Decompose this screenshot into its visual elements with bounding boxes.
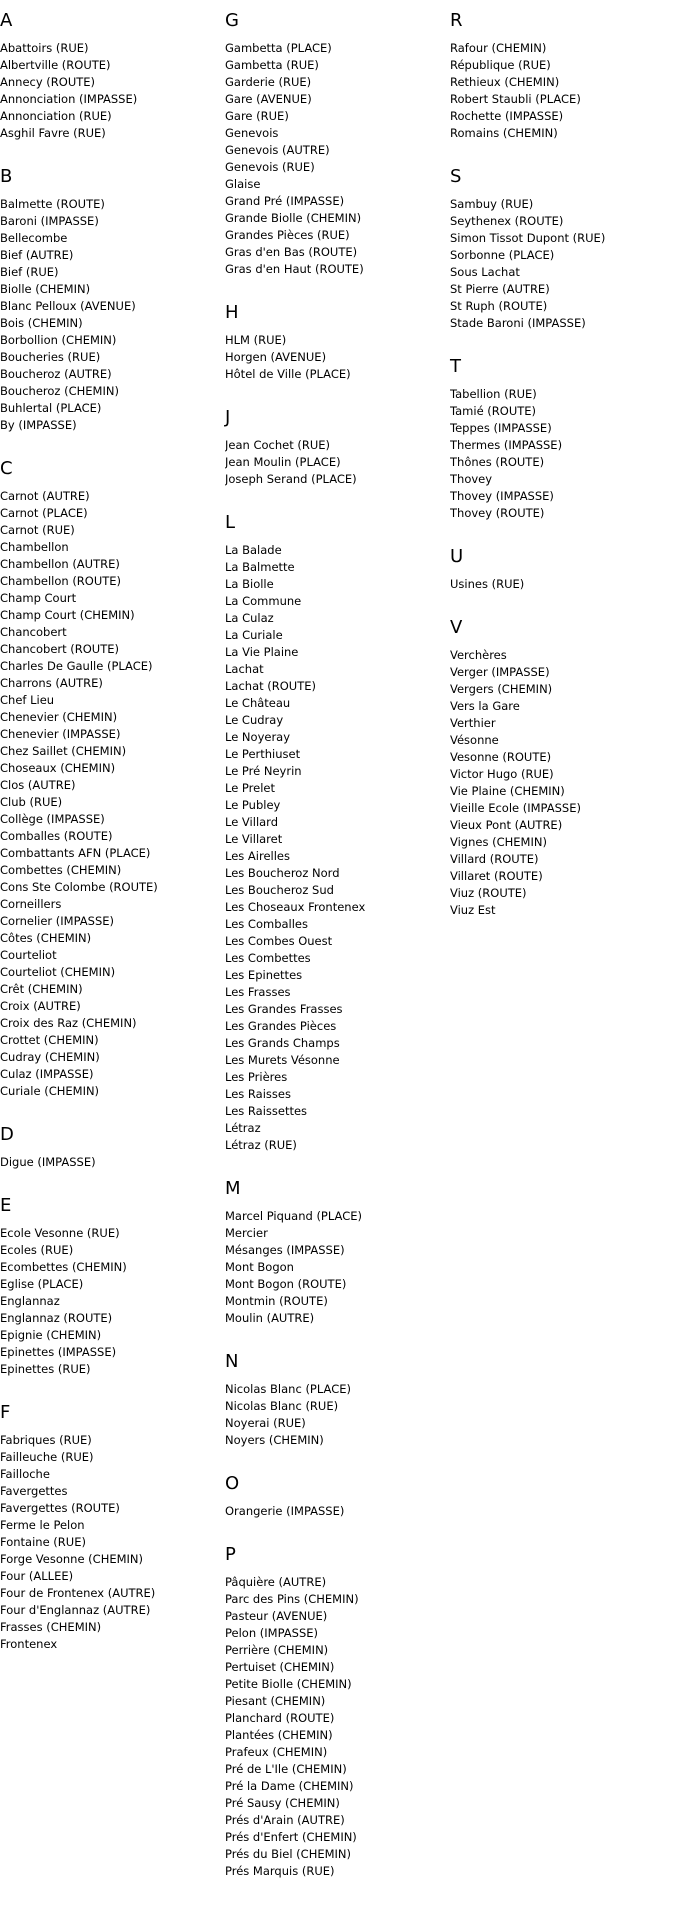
- street-name: Les Airelles: [225, 849, 290, 863]
- section-letter-heading: C: [0, 458, 13, 479]
- street-name: Létraz (RUE): [225, 1138, 297, 1152]
- street-name: Villaret (ROUTE): [450, 869, 543, 883]
- street-name: Létraz: [225, 1121, 261, 1135]
- street-name: Ecombettes (CHEMIN): [0, 1260, 127, 1274]
- street-name: Choseaux (CHEMIN): [0, 761, 116, 775]
- street-name: Thovey: [450, 472, 493, 486]
- section-letter-heading: J: [225, 407, 231, 428]
- street-name: Viuz (ROUTE): [450, 886, 527, 900]
- street-name: Le Publey: [225, 798, 281, 812]
- street-name: Horgen (AVENUE): [225, 350, 327, 364]
- street-name: Blanc Pelloux (AVENUE): [0, 299, 136, 313]
- street-name: Les Boucheroz Sud: [225, 883, 334, 897]
- street-name: Boucheries (RUE): [0, 350, 101, 364]
- street-name: Chambellon: [0, 540, 69, 554]
- street-name: Ecole Vesonne (RUE): [0, 1226, 120, 1240]
- street-name: Bois (CHEMIN): [0, 316, 83, 330]
- street-list: [450, 196, 675, 332]
- street-name: By (IMPASSE): [0, 418, 77, 432]
- street-list: [450, 576, 675, 593]
- street-list: [0, 196, 225, 434]
- street-list: [450, 386, 675, 522]
- street-name: Frasses (CHEMIN): [0, 1620, 102, 1634]
- street-name: Les Grands Champs: [225, 1036, 340, 1050]
- street-name: Tabellion (RUE): [450, 387, 537, 401]
- street-name: Vésonne: [450, 733, 499, 747]
- letter-section: [450, 356, 675, 522]
- street-name: Lachat: [225, 662, 264, 676]
- street-name: Croix des Raz (CHEMIN): [0, 1016, 137, 1030]
- index-column-2: [225, 10, 450, 1904]
- street-name: Les Frasses: [225, 985, 291, 999]
- street-name: Le Perthiuset: [225, 747, 301, 761]
- street-name: Gras d'en Bas (ROUTE): [225, 245, 358, 259]
- street-name: Vers la Gare: [450, 699, 520, 713]
- section-letter-heading: A: [0, 10, 13, 31]
- street-list: [225, 1208, 450, 1327]
- street-name: Prés d'Arain (AUTRE): [225, 1813, 345, 1827]
- street-name: Pâquière (AUTRE): [225, 1575, 327, 1589]
- street-name: Garderie (RUE): [225, 75, 312, 89]
- street-name: La Commune: [225, 594, 302, 608]
- street-name: Carnot (PLACE): [0, 506, 88, 520]
- street-name: Grande Biolle (CHEMIN): [225, 211, 362, 225]
- street-name: Le Pré Neyrin: [225, 764, 302, 778]
- street-name: Epignie (CHEMIN): [0, 1328, 102, 1342]
- street-name: La Vie Plaine: [225, 645, 299, 659]
- street-name: Planchard (ROUTE): [225, 1711, 335, 1725]
- letter-section: [0, 166, 225, 434]
- street-name: Les Comballes: [225, 917, 308, 931]
- street-name: Vie Plaine (CHEMIN): [450, 784, 565, 798]
- street-list: [450, 40, 675, 142]
- street-name: Favergettes (ROUTE): [0, 1501, 120, 1515]
- street-list: [0, 1154, 225, 1171]
- street-name: Chez Saillet (CHEMIN): [0, 744, 127, 758]
- street-name: Teppes (IMPASSE): [450, 421, 552, 435]
- street-name: Culaz (IMPASSE): [0, 1067, 94, 1081]
- street-name: Genevois (RUE): [225, 160, 315, 174]
- street-name: Gras d'en Haut (ROUTE): [225, 262, 364, 276]
- street-name: Failloche: [0, 1467, 50, 1481]
- street-name: Pertuiset (CHEMIN): [225, 1660, 335, 1674]
- street-list: [0, 488, 225, 1100]
- street-name: Les Choseaux Frontenex: [225, 900, 366, 914]
- street-name: Combettes (CHEMIN): [0, 863, 122, 877]
- street-name: La Balmette: [225, 560, 295, 574]
- street-name: Le Cudray: [225, 713, 284, 727]
- street-name: Club (RUE): [0, 795, 63, 809]
- index-column-1: [0, 10, 225, 1677]
- street-name: Piesant (CHEMIN): [225, 1694, 326, 1708]
- street-name: Chancobert: [0, 625, 67, 639]
- section-letter-heading: R: [450, 10, 463, 31]
- street-name: Englannaz: [0, 1294, 60, 1308]
- section-letter-heading: H: [225, 302, 239, 323]
- letter-section: [225, 407, 450, 488]
- street-name: La Curiale: [225, 628, 283, 642]
- letter-section: [0, 1195, 225, 1378]
- street-name: HLM (RUE): [225, 333, 287, 347]
- street-name: Verger (IMPASSE): [450, 665, 550, 679]
- street-name: Vergers (CHEMIN): [450, 682, 553, 696]
- street-name: Borbollion (CHEMIN): [0, 333, 117, 347]
- street-name: Villard (ROUTE): [450, 852, 539, 866]
- street-name: Cons Ste Colombe (ROUTE): [0, 880, 158, 894]
- street-name: Les Grandes Pièces: [225, 1019, 337, 1033]
- street-name: Côtes (CHEMIN): [0, 931, 92, 945]
- street-name: Biolle (CHEMIN): [0, 282, 91, 296]
- street-name: Epinettes (IMPASSE): [0, 1345, 117, 1359]
- street-name: Les Boucheroz Nord: [225, 866, 340, 880]
- street-name: La Biolle: [225, 577, 274, 591]
- street-name: Forge Vesonne (CHEMIN): [0, 1552, 144, 1566]
- street-name: Perrière (CHEMIN): [225, 1643, 329, 1657]
- street-name: Verthier: [450, 716, 496, 730]
- street-name: Les Epinettes: [225, 968, 303, 982]
- street-name: Chef Lieu: [0, 693, 55, 707]
- section-letter-heading: G: [225, 10, 239, 31]
- street-name: Robert Staubli (PLACE): [450, 92, 581, 106]
- street-name: Failleuche (RUE): [0, 1450, 94, 1464]
- street-name: Chenevier (IMPASSE): [0, 727, 121, 741]
- street-name: Bief (AUTRE): [0, 248, 74, 262]
- street-name: Four de Frontenex (AUTRE): [0, 1586, 156, 1600]
- street-name: Cornelier (IMPASSE): [0, 914, 115, 928]
- street-name: Mont Bogon: [225, 1260, 294, 1274]
- section-letter-heading: T: [450, 356, 461, 377]
- letter-section: [225, 512, 450, 1154]
- letter-section: [0, 10, 225, 142]
- street-name: Thovey (IMPASSE): [450, 489, 554, 503]
- section-letter-heading: V: [450, 617, 463, 638]
- street-name: Gare (AVENUE): [225, 92, 312, 106]
- street-name: Les Combettes: [225, 951, 311, 965]
- street-name: La Balade: [225, 543, 282, 557]
- street-list: [0, 1225, 225, 1378]
- street-name: Frontenex: [0, 1637, 58, 1651]
- street-name: Rochette (IMPASSE): [450, 109, 564, 123]
- street-name: Hôtel de Ville (PLACE): [225, 367, 351, 381]
- street-name: Verchères: [450, 648, 507, 662]
- street-name: Sorbonne (PLACE): [450, 248, 555, 262]
- street-name: Simon Tissot Dupont (RUE): [450, 231, 606, 245]
- street-list: [225, 1574, 450, 1880]
- street-name: Prafeux (CHEMIN): [225, 1745, 328, 1759]
- section-letter-heading: M: [225, 1178, 241, 1199]
- section-letter-heading: D: [0, 1124, 14, 1145]
- street-name: Gare (RUE): [225, 109, 289, 123]
- letter-section: [450, 10, 675, 142]
- street-name: Chambellon (ROUTE): [0, 574, 122, 588]
- index-column-3: [450, 10, 675, 943]
- street-name: Les Raisses: [225, 1087, 291, 1101]
- street-name: Curiale (CHEMIN): [0, 1084, 100, 1098]
- street-name: Englannaz (ROUTE): [0, 1311, 113, 1325]
- street-name: Clos (AUTRE): [0, 778, 76, 792]
- street-name: Mercier: [225, 1226, 268, 1240]
- letter-section: [450, 166, 675, 332]
- street-name: Epinettes (RUE): [0, 1362, 91, 1376]
- street-name: Rethieux (CHEMIN): [450, 75, 560, 89]
- street-name: Grand Pré (IMPASSE): [225, 194, 345, 208]
- street-name: Prés Marquis (RUE): [225, 1864, 335, 1878]
- street-name: Champ Court (CHEMIN): [0, 608, 135, 622]
- street-name: Ferme le Pelon: [0, 1518, 85, 1532]
- letter-section: [225, 1178, 450, 1327]
- street-name: Lachat (ROUTE): [225, 679, 317, 693]
- street-name: Crottet (CHEMIN): [0, 1033, 99, 1047]
- street-list: [450, 647, 675, 919]
- street-name: Mésanges (IMPASSE): [225, 1243, 345, 1257]
- street-name: Pré la Dame (CHEMIN): [225, 1779, 354, 1793]
- street-name: Le Noyeray: [225, 730, 291, 744]
- section-letter-heading: F: [0, 1402, 11, 1423]
- street-name: Mont Bogon (ROUTE): [225, 1277, 347, 1291]
- street-name: Les Combes Ouest: [225, 934, 333, 948]
- street-name: Glaise: [225, 177, 261, 191]
- street-name: Champ Court: [0, 591, 77, 605]
- street-name: Chancobert (ROUTE): [0, 642, 120, 656]
- street-name: Boucheroz (CHEMIN): [0, 384, 119, 398]
- street-name: Courteliot: [0, 948, 57, 962]
- street-name: Cudray (CHEMIN): [0, 1050, 100, 1064]
- street-name: Abattoirs (RUE): [0, 41, 89, 55]
- letter-section: [225, 302, 450, 383]
- street-name: Thônes (ROUTE): [450, 455, 545, 469]
- letter-section: [0, 1124, 225, 1171]
- street-name: Annecy (ROUTE): [0, 75, 96, 89]
- street-name: Chambellon (AUTRE): [0, 557, 120, 571]
- street-name: Pasteur (AVENUE): [225, 1609, 328, 1623]
- street-name: Chenevier (CHEMIN): [0, 710, 118, 724]
- street-list: [225, 332, 450, 383]
- street-name: Seythenex (ROUTE): [450, 214, 564, 228]
- letter-section: [225, 1544, 450, 1880]
- street-name: Jean Cochet (RUE): [225, 438, 331, 452]
- letter-section: [450, 617, 675, 919]
- street-name: Moulin (AUTRE): [225, 1311, 315, 1325]
- street-name: Genevois (AUTRE): [225, 143, 330, 157]
- street-list: [225, 1503, 450, 1520]
- letter-section: [0, 1402, 225, 1653]
- street-name: Usines (RUE): [450, 577, 525, 591]
- letter-section: [450, 546, 675, 593]
- street-name: République (RUE): [450, 58, 551, 72]
- street-name: Charrons (AUTRE): [0, 676, 103, 690]
- street-name: Marcel Piquand (PLACE): [225, 1209, 362, 1223]
- street-name: Thermes (IMPASSE): [450, 438, 563, 452]
- section-letter-heading: S: [450, 166, 462, 187]
- section-letter-heading: B: [0, 166, 13, 187]
- street-list: [225, 542, 450, 1154]
- letter-section: [225, 1351, 450, 1449]
- street-name: Victor Hugo (RUE): [450, 767, 554, 781]
- street-name: Buhlertal (PLACE): [0, 401, 102, 415]
- street-name: St Pierre (AUTRE): [450, 282, 550, 296]
- street-name: Combattants AFN (PLACE): [0, 846, 151, 860]
- street-name: Genevois: [225, 126, 279, 140]
- street-name: Stade Baroni (IMPASSE): [450, 316, 586, 330]
- street-name: Favergettes: [0, 1484, 68, 1498]
- street-name: Nicolas Blanc (PLACE): [225, 1382, 351, 1396]
- letter-section: [0, 458, 225, 1100]
- street-name: Annonciation (IMPASSE): [0, 92, 138, 106]
- street-name: Tamié (ROUTE): [450, 404, 537, 418]
- letter-section: [225, 1473, 450, 1520]
- section-letter-heading: L: [225, 512, 236, 533]
- street-name: Les Murets Vésonne: [225, 1053, 340, 1067]
- street-list: [0, 1432, 225, 1653]
- street-name: Four d'Englannaz (AUTRE): [0, 1603, 151, 1617]
- section-letter-heading: E: [0, 1195, 12, 1216]
- street-name: Pelon (IMPASSE): [225, 1626, 318, 1640]
- street-name: Annonciation (RUE): [0, 109, 112, 123]
- street-name: Asghil Favre (RUE): [0, 126, 106, 140]
- letter-section: [225, 10, 450, 278]
- street-name: Charles De Gaulle (PLACE): [0, 659, 153, 673]
- street-name: Corneillers: [0, 897, 62, 911]
- street-name: Courteliot (CHEMIN): [0, 965, 116, 979]
- street-name: Vieux Pont (AUTRE): [450, 818, 563, 832]
- street-name: Plantées (CHEMIN): [225, 1728, 333, 1742]
- section-letter-heading: U: [450, 546, 464, 567]
- street-name: Fontaine (RUE): [0, 1535, 86, 1549]
- street-name: Sous Lachat: [450, 265, 520, 279]
- street-name: Comballes (ROUTE): [0, 829, 113, 843]
- street-name: Nicolas Blanc (RUE): [225, 1399, 339, 1413]
- street-name: Orangerie (IMPASSE): [225, 1504, 345, 1518]
- street-name: Rafour (CHEMIN): [450, 41, 547, 55]
- street-name: Bief (RUE): [0, 265, 59, 279]
- street-name: Baroni (IMPASSE): [0, 214, 99, 228]
- street-name: Noyerai (RUE): [225, 1416, 306, 1430]
- street-name: Vignes (CHEMIN): [450, 835, 547, 849]
- street-name: Gambetta (RUE): [225, 58, 319, 72]
- street-name: La Culaz: [225, 611, 274, 625]
- street-name: Grandes Pièces (RUE): [225, 228, 350, 242]
- street-name: Thovey (ROUTE): [450, 506, 545, 520]
- street-name: Gambetta (PLACE): [225, 41, 332, 55]
- street-name: Pré de L'Ile (CHEMIN): [225, 1762, 347, 1776]
- street-name: Les Raissettes: [225, 1104, 308, 1118]
- street-name: Viuz Est: [450, 903, 496, 917]
- street-list: [0, 40, 225, 142]
- street-name: Prés d'Enfert (CHEMIN): [225, 1830, 357, 1844]
- street-name: Le Villard: [225, 815, 279, 829]
- street-name: Pré Sausy (CHEMIN): [225, 1796, 340, 1810]
- street-name: Carnot (RUE): [0, 523, 75, 537]
- street-name: Romains (CHEMIN): [450, 126, 558, 140]
- street-name: Vieille Ecole (IMPASSE): [450, 801, 581, 815]
- street-name: Sambuy (RUE): [450, 197, 534, 211]
- street-name: Boucheroz (AUTRE): [0, 367, 112, 381]
- section-letter-heading: P: [225, 1544, 236, 1565]
- street-name: Balmette (ROUTE): [0, 197, 105, 211]
- street-name: Digue (IMPASSE): [0, 1155, 96, 1169]
- section-letter-heading: N: [225, 1351, 239, 1372]
- street-name: Crêt (CHEMIN): [0, 982, 83, 996]
- street-name: Carnot (AUTRE): [0, 489, 90, 503]
- section-letter-heading: O: [225, 1473, 240, 1494]
- street-list: [225, 1381, 450, 1449]
- street-name: Collège (IMPASSE): [0, 812, 105, 826]
- street-name: Petite Biolle (CHEMIN): [225, 1677, 352, 1691]
- street-name: Ecoles (RUE): [0, 1243, 74, 1257]
- street-name: Noyers (CHEMIN): [225, 1433, 324, 1447]
- street-name: Fabriques (RUE): [0, 1433, 92, 1447]
- street-name: Le Villaret: [225, 832, 283, 846]
- street-name: Jean Moulin (PLACE): [225, 455, 341, 469]
- street-name: Les Prières: [225, 1070, 288, 1084]
- street-name: St Ruph (ROUTE): [450, 299, 548, 313]
- street-name: Montmin (ROUTE): [225, 1294, 328, 1308]
- street-name: Vesonne (ROUTE): [450, 750, 552, 764]
- street-name: Joseph Serand (PLACE): [225, 472, 357, 486]
- street-list: [225, 437, 450, 488]
- street-name: Albertville (ROUTE): [0, 58, 111, 72]
- street-name: Les Grandes Frasses: [225, 1002, 343, 1016]
- street-name: Croix (AUTRE): [0, 999, 81, 1013]
- street-name: Parc des Pins (CHEMIN): [225, 1592, 359, 1606]
- street-name: Four (ALLEE): [0, 1569, 74, 1583]
- street-list: [225, 40, 450, 278]
- street-name: Le Château: [225, 696, 291, 710]
- street-name: Prés du Biel (CHEMIN): [225, 1847, 352, 1861]
- street-name: Le Prelet: [225, 781, 275, 795]
- street-name: Bellecombe: [0, 231, 68, 245]
- street-name: Eglise (PLACE): [0, 1277, 84, 1291]
